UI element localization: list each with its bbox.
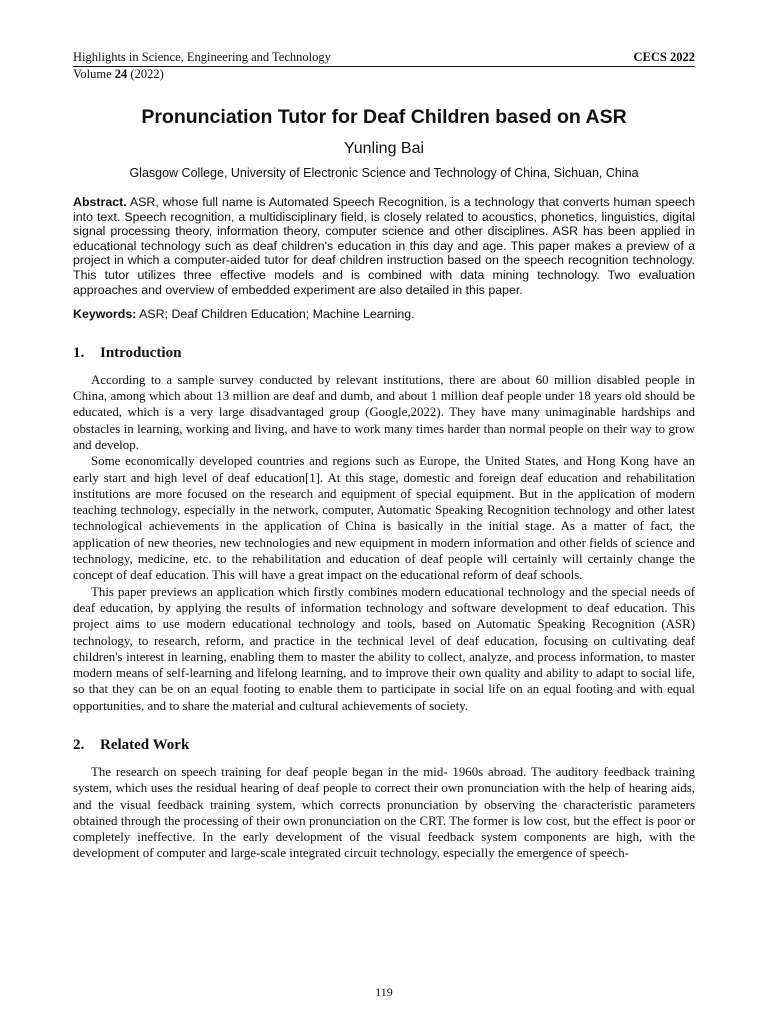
paper-title: Pronunciation Tutor for Deaf Children based on ASR [141, 106, 627, 128]
section-title: Related Work [100, 736, 190, 753]
conference-name: CECS 2022 [633, 50, 695, 64]
keywords-label: Keywords: [73, 307, 137, 322]
paragraph: This paper previews an application which firstly combines modern educational technology and the special needs of deaf education, by applying the results of information technology and software development to deaf education. This project aims to use modern educational technology and tools, based on Automatic Speaking Recognition (ASR) technology, to research, reform, and practice in the technical level of deaf education, focusing on cultivating deaf children's interest in learning, enabling them to master the ability to collect, analyze, and process information, to master modern means of self-learning and lifelong learning, and to improve their own quality and ability to adapt to social life, so that they can be on an equal footing to enable them to participate in social life on an equal footing and with equal opportunities, and to share the material and cultural achievements of society. [73, 584, 695, 713]
journal-name: Highlights in Science, Engineering and Technology [73, 50, 331, 64]
paper-page [73, 50, 695, 862]
section-number: 2. [73, 736, 85, 753]
volume-number: 24 [114, 67, 128, 81]
abstract-label: Abstract. [73, 195, 127, 209]
paragraph: Some economically developed countries and regions such as Europe, the United States, and Hong Kong have an early start and high level of deaf education[1]. At this stage, domestic and foreign deaf education and rehabilitation institutions are more focused on the research and equipment of special equipment. But in the application of modern teaching technology, especially in the network, computer, Automatic Speaking Recognition technology and other latest technological achievements in the application of China is basically in the initial stage. As a matter of fact, the application of new theories, new technologies and new equipment in modern information and other fields of science and technology, medicine, etc. to the rehabilitation and education of deaf people will certainly will certainly change the concept of deaf education. This will have a great impact on the educational reform of deaf schools. [73, 454, 695, 583]
volume-label: Volume [73, 67, 112, 81]
abstract-text: ASR, whose full name is Automated Speech Recognition, is a technology that converts human speech into text. Speech recognition, a multidisciplinary field, is closely related to acoustics, phonetics, linguistics, digital signal processing theory, information theory, computer science and other disciplines. ASR has been applied in educational technology such as deaf children's education in this day and age. This paper makes a preview of a project in which a computer-aided tutor for deaf children instruction based on the speech recognition technology. This tutor utilizes three effective models and is combined with data mining technology. Two evaluation approaches and overview of embedded experiment are also detailed in this paper. [73, 195, 696, 297]
section-number: 1. [73, 344, 85, 361]
volume-year: (2022) [130, 67, 164, 81]
paragraph: According to a sample survey conducted by relevant institutions, there are about 60 million disabled people in China, among which about 13 million are deaf and dumb, and about 1 million deaf people under 18 years old should be educated, which is a very large disadvantaged group (Google,2022). They have many unimaginable hardships and obstacles in learning, working and living, and have to work many times harder than normal people on their way to grow and develop. [73, 372, 695, 452]
keywords [73, 307, 695, 322]
abstract [73, 195, 695, 297]
page-number: 119 [375, 985, 393, 999]
author-affiliation: Glasgow College, University of Electronic Science and Technology of China, Sichuan, China [129, 166, 639, 180]
author-name: Yunling Bai [343, 140, 425, 157]
running-header [73, 50, 695, 65]
keywords-text: ASR; Deaf Children Education; Machine Learning. [139, 307, 415, 322]
section-heading-introduction [73, 344, 695, 362]
section-heading-related-work [73, 736, 695, 754]
paragraph: The research on speech training for deaf people began in the mid- 1960s abroad. The auditory feedback training system, which uses the residual hearing of deaf people to correct their own pronunciation with the help of hearing aids, and the visual feedback training system, which corrects pronunciation by observing the characteristic parameters obtained through the processing of their own pronunciation on the CRT. The former is low cost, but the effect is poor or completely ineffective. In the early development of the visual feedback system components are high, with the development of computer and large-scale integrated circuit technology, especially the emergence of speech- [73, 764, 695, 861]
section-title: Introduction [100, 344, 182, 361]
volume-line [73, 67, 695, 81]
